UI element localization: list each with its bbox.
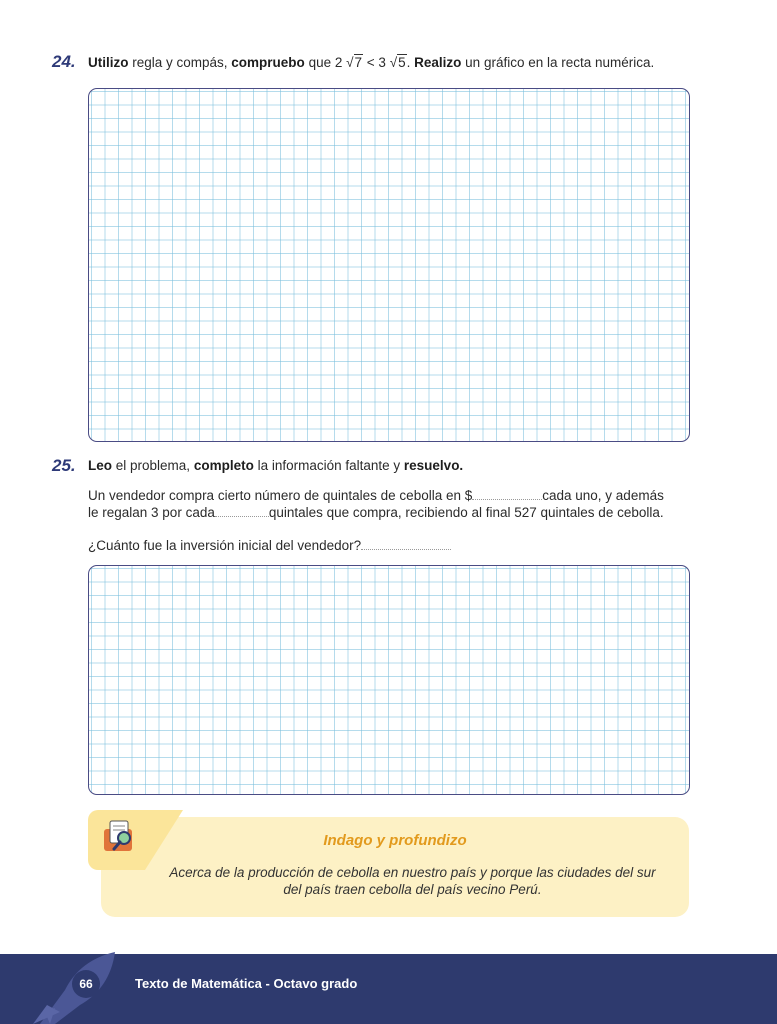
question-25-prompt: Leo el problema, completo la información faltante y resuelvo. (88, 458, 464, 473)
footer-title: Texto de Matemática - Octavo grado (135, 976, 358, 991)
callout-text: Acerca de la producción de cebolla en nuestro país y porque las ciudades del sur del país traen cebolla del país vecino Perú. (169, 865, 656, 897)
blank-quantity[interactable] (215, 504, 269, 517)
blank-answer[interactable] (361, 537, 451, 550)
keyword-resuelvo: resuelvo. (403, 458, 464, 473)
answer-grid-24[interactable] (88, 88, 690, 442)
page-number: 66 (72, 970, 100, 998)
keyword-leo: Leo (88, 458, 113, 473)
keyword-utilizo: Utilizo (88, 55, 129, 70)
sqrt-expression-2: √5 (389, 55, 406, 70)
sqrt-expression-1: √7 (346, 55, 363, 70)
callout-title: Indago y profundizo (323, 832, 467, 849)
question-24-prompt: Utilizo regla y compás, compruebo que 2 √7 < 3 √5. Realizo un gráfico en la recta numérica. (88, 55, 655, 70)
keyword-realizo: Realizo (414, 55, 462, 70)
problem-text: Un vendedor compra cierto número de quintales de cebolla en $ cada uno, y además le regalan 3 por cada quintales que compra, recibiendo al final 527 quintales de cebolla. (88, 488, 664, 520)
keyword-compruebo: compruebo (231, 55, 305, 70)
blank-price[interactable] (472, 487, 542, 500)
answer-grid-25[interactable] (88, 565, 690, 795)
keyword-completo: completo (193, 458, 254, 473)
question-line: ¿Cuánto fue la inversión inicial del vendedor? (88, 537, 451, 554)
question-number-24: 24. (52, 52, 76, 71)
question-number-25: 25. (52, 456, 76, 475)
